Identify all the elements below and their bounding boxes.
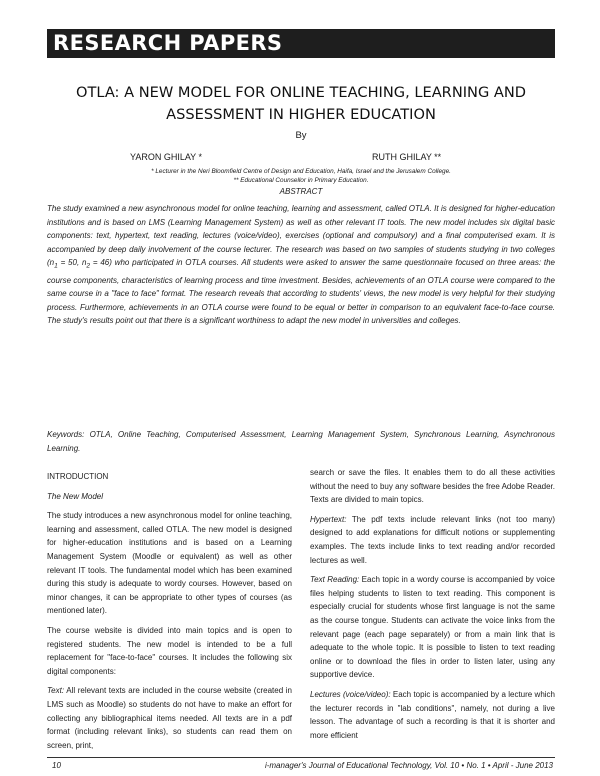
right-column [310,466,555,748]
keywords: Keywords: OTLA, Online Teaching, Computerised Assessment, Learning Management System, Synchronous Learning, Asynchronous Learning. [47,430,555,453]
left-column [47,466,292,758]
paragraph-hypertext-component: Hypertext: The pdf texts include relevant links (not too many) designed to add explanations for difficult notions or supplementing examples. The texts include links to text reading and/or recorded lectures as well. [310,514,555,565]
page-number: 10 [52,761,61,770]
by-label: By [295,130,307,141]
footer-divider [47,757,555,758]
introduction-heading: INTRODUCTION [47,472,109,481]
paper-title [47,82,555,126]
paragraph: search or save the files. It enables them to do all these activities without the need to buy any software besides the free Adobe Reader. Texts are divided to main topics. [310,468,555,505]
paragraph-text-reading-component: Text Reading: Each topic in a wordy course is accompanied by voice files helping students to listen to text reading. This component is especially crucial for students whose first language is not the same as the course tongue. Students can activate the voice links from the relevant page (each page separately) or from a main link that is adequate to the whole topic. It is possible to listen to text reading online or to download the files in order to listen later, using any supportive device. [310,575,556,680]
title-line-2: ASSESSMENT IN HIGHER EDUCATION [166,106,436,123]
affiliation-2: ** Educational Counsellor in Primary Education. [233,177,369,184]
abstract-heading: ABSTRACT [279,187,323,196]
section-banner: RESEARCH PAPERS [47,29,555,58]
journal-citation: i-manager's Journal of Educational Technology, Vol. 10 • No. 1 • April - June 2013 [264,761,553,770]
abstract-text: The study examined a new asynchronous model for online teaching, learning and assessment, called OTLA. It is designed for higher-education institutions and is based on LMS (Learning Management System) as well as other relevant IT tools. The new model includes six digital basic components: text, hypertext, text reading, lectures (voice/video), exercises (optional and compulsory) and a final computerised exam. It is accompanied by deep daily involvement of the course lecturer. The research was based on two samples of students studying in two colleges ($n_1 = 50$, $n_2 = 46$) who participated in OTLA courses. All students were asked to answer the same questionnaire focused on three areas: the course components, characteristics of learning process and time investment. Besides, achievements of an OTLA course were compared to the same course in a "face to face" format. The research reveals that according to students' views, the new model is very helpful for their studying process. Furthermore, achievements in an OTLA course were found to be equal or better in comparison to an equivalent face-to-face course. The study's results point out that there is a significant worthiness to adapt the new model in universities and colleges. [47,204,555,326]
title-line-1: OTLA: A NEW MODEL FOR ONLINE TEACHING, LEARNING AND [75,84,527,101]
paragraph: The study introduces a new asynchronous model for online teaching, learning and assessment, called OTLA. The new model is designed for higher-education institutions and is based on a Learning Management System (Moodle or equivalent) as well as other relevant IT tools. The fundamental model which has been examined during this study is adequate to wordy courses. However, based on minor changes, it can be appropriate to other types of courses (as mentioned later). [47,511,292,616]
author-1: YARON GHILAY * [130,152,203,162]
paragraph: The course website is divided into main topics and is open to registered students. The new model is intended to be a full replacement for "face-to-face" courses. It includes the following six digital components: [47,625,292,676]
affiliation-1: * Lecturer in the Neri Bloomfield Centre of Design and Education, Haifa, Israel and the Jerusalem College. [151,168,451,175]
paragraph-lectures-component: Lectures (voice/video): Each topic is accompanied by a lecture which the lecturer records in "lab conditions", namely, not during a live lesson. The advantage of such a recording is that it is shorter and more efficient [310,689,555,740]
paragraph-text-component: Text: All relevant texts are included in the course website (created in LMS such as Moodle) so students do not have to make an effort for collecting any bibliographical items needed. All texts are in a pdf format (including relevant links), so students can read them on screen, print, [47,686,292,750]
author-2: RUTH GHILAY ** [372,152,442,162]
new-model-subheading: The New Model [47,491,104,501]
